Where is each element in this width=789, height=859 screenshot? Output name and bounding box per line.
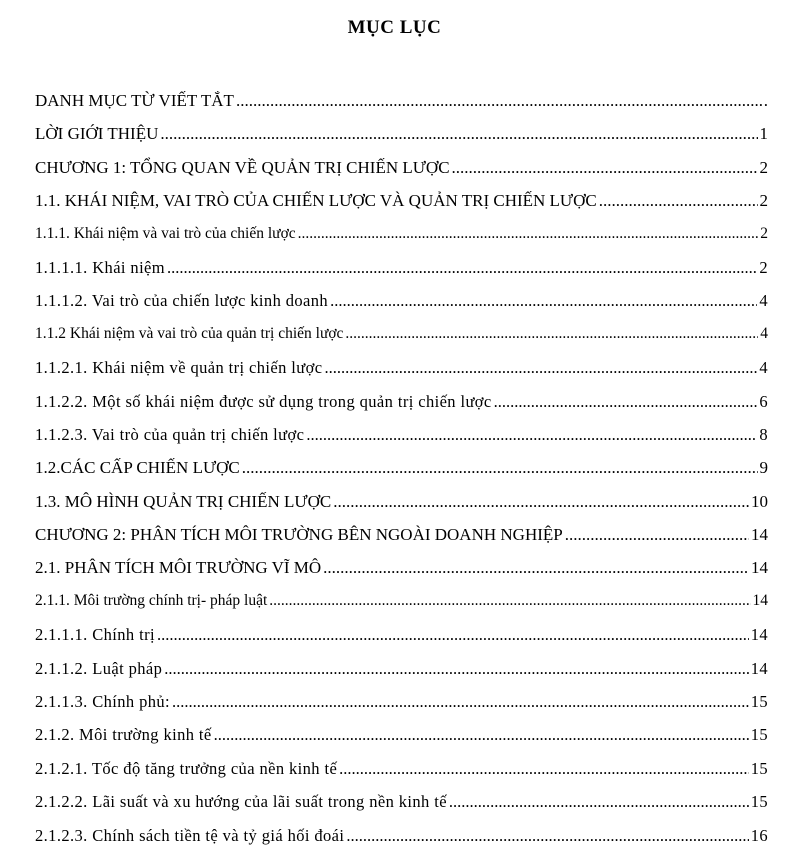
toc-entry-title: LỜI GIỚI THIỆU (35, 124, 159, 144)
toc-entry-title: 2.1.1.2. Luật pháp (35, 658, 163, 678)
toc-entry-page-number: 1 (759, 124, 768, 144)
toc-entry-title: 1.1.2.2. Một số khái niệm được sử dụng trong quản trị chiến lược (35, 391, 492, 411)
toc-entry-page-number: 14 (751, 525, 768, 545)
toc-entry-page-number: 10 (751, 491, 768, 511)
toc-entry[interactable] (35, 558, 768, 591)
toc-entry[interactable] (35, 692, 768, 725)
dot-leader (346, 826, 748, 846)
toc-entry-title: CHƯƠNG 2: PHÂN TÍCH MÔI TRƯỜNG BÊN NGOÀI DOANH NGHIỆP (35, 525, 563, 545)
toc-entry-page-number: 15 (750, 792, 768, 812)
toc-entry-page-number: 2 (759, 191, 768, 211)
dot-leader (172, 692, 749, 712)
page-title: MỤC LỤC (347, 17, 442, 38)
toc-entry-title: 2.1.1. Môi trường chính trị- pháp luật (35, 591, 268, 609)
toc-entry[interactable] (35, 191, 768, 224)
toc-entry-page-number: 14 (750, 658, 768, 678)
toc-entry-title: 1.1.2.1. Khái niệm về quản trị chiến lược (35, 358, 323, 378)
toc-entry[interactable] (35, 425, 768, 458)
dot-leader (164, 659, 748, 679)
dot-leader (339, 759, 749, 779)
toc-entry-title: 2.1.2.3. Chính sách tiền tệ và tỷ giá hối đoái (35, 825, 345, 845)
dot-leader (160, 124, 757, 144)
dot-leader (269, 592, 750, 610)
toc-entry-page-number: 4 (760, 324, 768, 342)
toc-entry-page-number: 9 (759, 458, 768, 478)
toc-entry[interactable] (35, 725, 768, 758)
toc-entry-page-number: 4 (759, 358, 768, 378)
dot-leader (599, 191, 758, 211)
toc-entry[interactable] (35, 358, 768, 391)
toc-entry[interactable] (35, 392, 768, 425)
toc-entry-title: 2.1.2.2. Lãi suất và xu hướng của lãi suất trong nền kinh tế (35, 792, 447, 812)
dot-leader (494, 392, 758, 412)
toc-entry-page-number: 14 (752, 591, 768, 609)
toc-entry-title: 1.1.2 Khái niệm và vai trò của quản trị chiến lược (35, 324, 344, 342)
dot-leader (298, 225, 759, 243)
toc-entry-title: 2.1.1.3. Chính phủ: (35, 692, 171, 712)
dot-leader (157, 625, 749, 645)
toc-entry-title: 1.1.1. Khái niệm và vai trò của chiến lược (35, 224, 296, 242)
toc-entry-page-number: 2 (759, 257, 768, 277)
toc-entry-page-number: 8 (759, 424, 768, 444)
dot-leader (306, 425, 757, 445)
toc-entry-page-number: . (763, 91, 768, 110)
toc-entry-title: 2.1.1.1. Chính trị (35, 625, 155, 645)
dot-leader (236, 91, 762, 111)
dot-leader (565, 525, 749, 545)
toc-entry[interactable] (35, 525, 768, 558)
toc-entry-page-number: 14 (750, 625, 768, 645)
toc-entry[interactable] (35, 492, 768, 525)
toc-entry[interactable] (35, 792, 768, 825)
toc-entry[interactable] (35, 325, 768, 358)
toc-entry[interactable] (35, 826, 768, 859)
dot-leader (323, 558, 749, 578)
toc-entry[interactable] (35, 91, 768, 124)
dot-leader (330, 291, 757, 311)
toc-entry[interactable] (35, 458, 768, 491)
toc-entry-title: 1.1. KHÁI NIỆM, VAI TRÒ CỦA CHIẾN LƯỢC VÀ QUẢN TRỊ CHIẾN LƯỢC (35, 191, 597, 211)
table-of-contents (35, 91, 768, 859)
dot-leader (449, 792, 749, 812)
toc-entry-page-number: 16 (750, 825, 768, 845)
dot-leader (242, 458, 758, 478)
toc-entry[interactable] (35, 659, 768, 692)
dot-leader (452, 158, 758, 178)
toc-entry[interactable] (35, 592, 768, 625)
toc-entry[interactable] (35, 258, 768, 291)
toc-entry-page-number: 6 (759, 391, 768, 411)
toc-entry[interactable] (35, 625, 768, 658)
toc-entry-title: 2.1. PHÂN TÍCH MÔI TRƯỜNG VĨ MÔ (35, 558, 322, 578)
dot-leader (324, 358, 757, 378)
toc-entry-title: 2.1.2. Môi trường kinh tế (35, 725, 212, 745)
toc-entry-page-number: 14 (751, 558, 768, 578)
toc-entry-title: 2.1.2.1. Tốc độ tăng trưởng của nền kinh tế (35, 758, 338, 778)
toc-entry[interactable] (35, 225, 768, 258)
toc-entry-page-number: 2 (760, 224, 768, 242)
toc-entry-title: DANH MỤC TỪ VIẾT TẮT (35, 91, 234, 110)
toc-entry-title: 1.3. MÔ HÌNH QUẢN TRỊ CHIẾN LƯỢC (35, 491, 332, 511)
toc-entry[interactable] (35, 124, 768, 157)
toc-entry-page-number: 2 (759, 157, 768, 177)
dot-leader (167, 258, 757, 278)
toc-entry[interactable] (35, 759, 768, 792)
toc-entry-page-number: 4 (759, 291, 768, 311)
toc-entry-title: CHƯƠNG 1: TỔNG QUAN VỀ QUẢN TRỊ CHIẾN LƯỢC (35, 157, 450, 177)
toc-entry-page-number: 15 (750, 758, 768, 778)
toc-entry[interactable] (35, 291, 768, 324)
toc-entry-title: 1.2.CÁC CẤP CHIẾN LƯỢC (35, 458, 240, 478)
toc-entry-title: 1.1.1.2. Vai trò của chiến lược kinh doanh (35, 291, 329, 311)
toc-entry-page-number: 15 (750, 692, 768, 712)
toc-entry[interactable] (35, 158, 768, 191)
dot-leader (214, 725, 749, 745)
dot-leader (333, 492, 749, 512)
toc-entry-title: 1.1.1.1. Khái niệm (35, 257, 166, 277)
toc-entry-page-number: 15 (750, 725, 768, 745)
dot-leader (345, 325, 758, 343)
toc-entry-title: 1.1.2.3. Vai trò của quản trị chiến lược (35, 424, 305, 444)
